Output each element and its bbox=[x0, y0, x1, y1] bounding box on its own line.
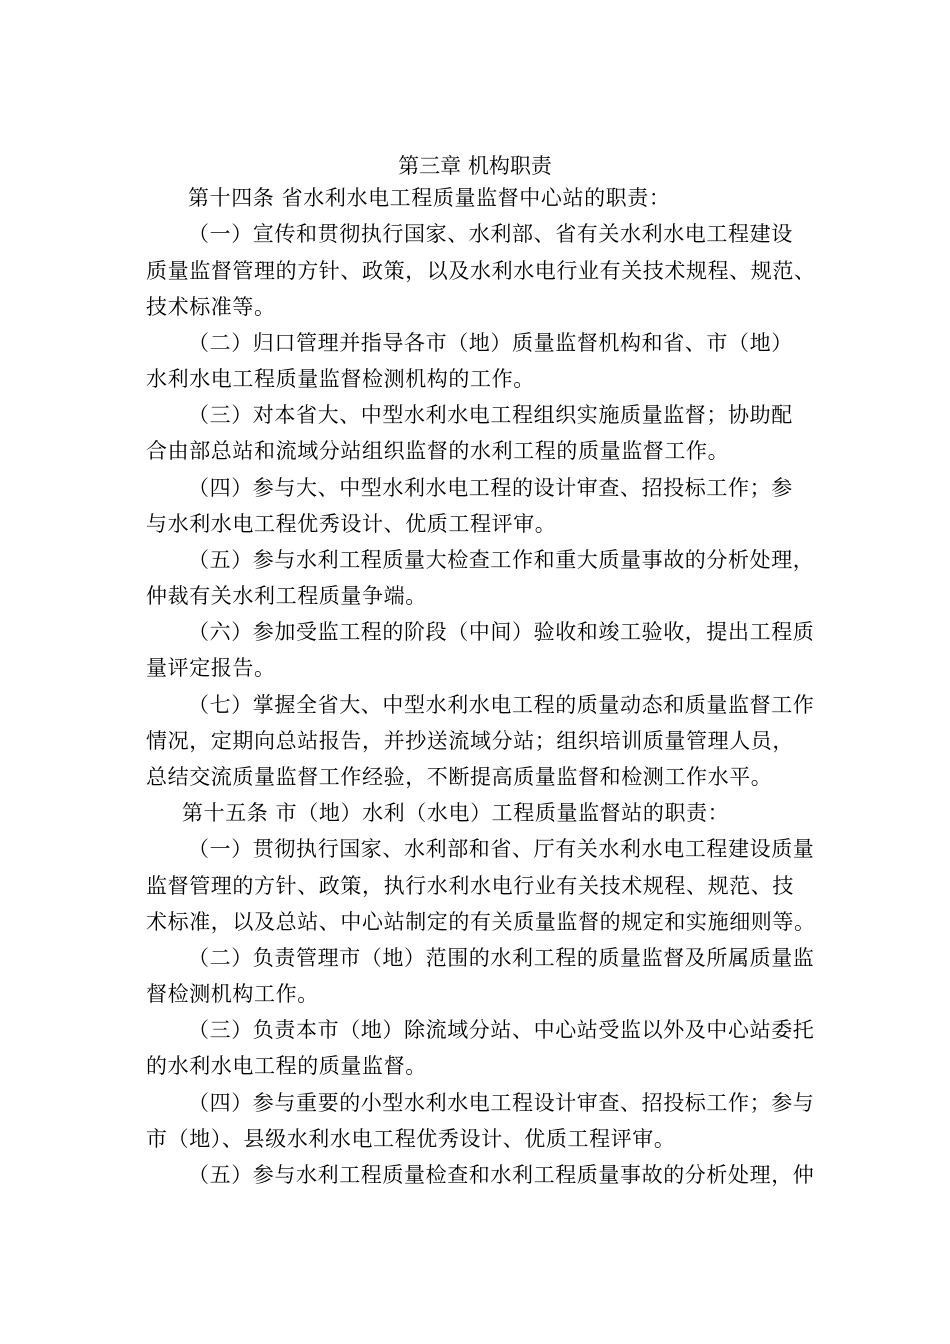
article-14-item-1-line-2: 质量监督管理的方针、政策，以及水利水电行业有关技术规程、规范、 bbox=[146, 259, 816, 283]
article-14-item-2-line-2: 水利水电工程质量监督检测机构的工作。 bbox=[146, 367, 535, 391]
article-14-item-5-line-1: （五）参与水利工程质量大检查工作和重大质量事故的分析处理， bbox=[188, 548, 815, 572]
article-14-item-7-line-1: （七）掌握全省大、中型水利水电工程的质量动态和质量监督工作 bbox=[188, 693, 815, 717]
article-15-item-2-line-1: （二）负责管理市（地）范围的水利工程的质量监督及所属质量监 bbox=[188, 946, 815, 970]
article-14-item-7-line-2: 情况，定期向总站报告，并抄送流域分站；组织培训质量管理人员， bbox=[146, 729, 794, 753]
article-14-item-3-line-2: 合由部总站和流域分站组织监督的水利工程的质量监督工作。 bbox=[146, 439, 730, 463]
article-15-item-1-line-1: （一）贯彻执行国家、水利部和省、厅有关水利水电工程建设质量 bbox=[188, 837, 815, 861]
article-15-item-5-line-1: （五）参与水利工程质量检查和水利工程质量事故的分析处理，仲 bbox=[188, 1163, 815, 1187]
article-14-item-6-line-1: （六）参加受监工程的阶段（中间）验收和竣工验收，提出工程质 bbox=[188, 620, 815, 644]
article-14-item-4-line-2: 与水利水电工程优秀设计、优质工程评审。 bbox=[146, 512, 557, 536]
article-15-item-3-line-1: （三）负责本市（地）除流域分站、中心站受监以外及中心站委托 bbox=[188, 1018, 815, 1042]
chapter-title: 第三章 机构职责 bbox=[398, 154, 552, 178]
article-15-item-4-line-1: （四）参与重要的小型水利水电工程设计审查、招投标工作；参与 bbox=[188, 1091, 815, 1115]
article-15-item-1-line-2: 监督管理的方针、政策，执行水利水电行业有关技术规程、规范、技 bbox=[146, 874, 794, 898]
article-15-item-4-line-2: 市（地）、县级水利水电工程优秀设计、优质工程评审。 bbox=[146, 1127, 676, 1151]
article-14-item-1-line-3: 技术标准等。 bbox=[146, 295, 276, 319]
article-14-heading: 第十四条 省水利水电工程质量监督中心站的职责： bbox=[188, 186, 671, 210]
article-14-item-1-line-1: （一）宣传和贯彻执行国家、水利部、省有关水利水电工程建设 bbox=[188, 222, 793, 246]
article-14-item-4-line-1: （四）参与大、中型水利水电工程的设计审查、招投标工作；参 bbox=[188, 476, 793, 500]
article-14-item-5-line-2: 仲裁有关水利工程质量争端。 bbox=[146, 584, 427, 608]
article-14-item-6-line-2: 量评定报告。 bbox=[146, 656, 276, 680]
article-14-item-3-line-1: （三）对本省大、中型水利水电工程组织实施质量监督；协助配 bbox=[188, 403, 793, 427]
article-15-item-3-line-2: 的水利水电工程的质量监督。 bbox=[146, 1054, 427, 1078]
article-15-heading: 第十五条 市（地）水利（水电）工程质量监督站的职责： bbox=[182, 801, 730, 825]
article-14-item-7-line-3: 总结交流质量监督工作经验，不断提高质量监督和检测工作水平。 bbox=[146, 765, 773, 789]
article-15-item-2-line-2: 督检测机构工作。 bbox=[146, 982, 319, 1006]
article-15-item-1-line-3: 术标准，以及总站、中心站制定的有关质量监督的规定和实施细则等。 bbox=[146, 910, 816, 934]
article-14-item-2-line-1: （二）归口管理并指导各市（地）质量监督机构和省、市（地） bbox=[188, 331, 793, 355]
